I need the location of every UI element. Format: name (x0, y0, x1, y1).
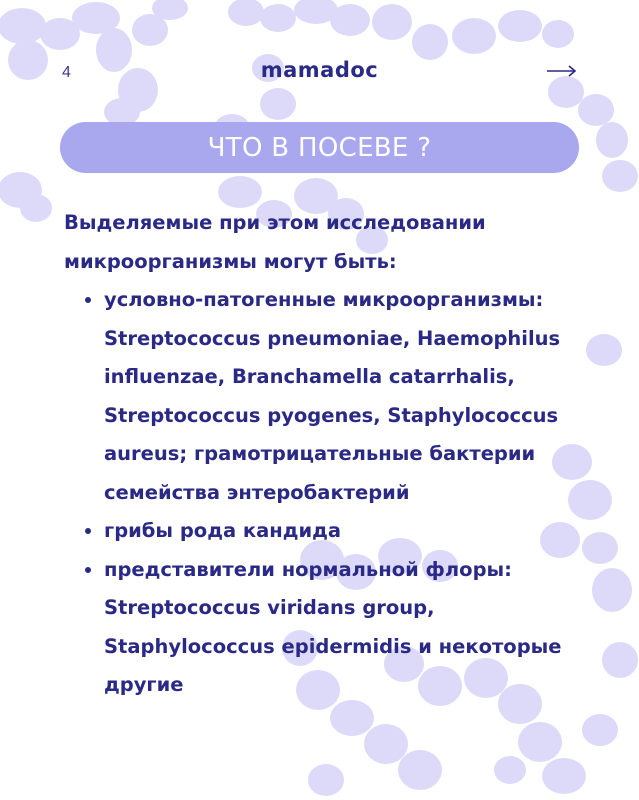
arrow-right-icon[interactable] (546, 61, 578, 81)
list-item: представители нормальной флоры: Streptococcus viridans group, Staphylococcus epidermidis и некоторые другие (64, 551, 604, 705)
list-item: условно-патогенные микроорганизмы: Streptococcus pneumoniae, Haemophilus influenzae, Branchamella catarrhalis, Streptococcus pyogenes, Staphylococcus aureus; грамотрицательные бактерии семейства энтеробактерий (64, 281, 604, 512)
intro-text: Выделяемые при этом исследовании микроорганизмы могут быть: (64, 211, 486, 273)
title-banner (60, 122, 579, 173)
body-text (64, 204, 604, 705)
list-item: грибы рода кандида (64, 512, 604, 551)
brand-logo: mamadoc (260, 58, 379, 82)
page-number: 4 (62, 64, 71, 81)
header-bar (0, 56, 639, 92)
bullet-list (64, 281, 604, 705)
page-title: ЧТО В ПОСЕВЕ ? (207, 132, 432, 163)
